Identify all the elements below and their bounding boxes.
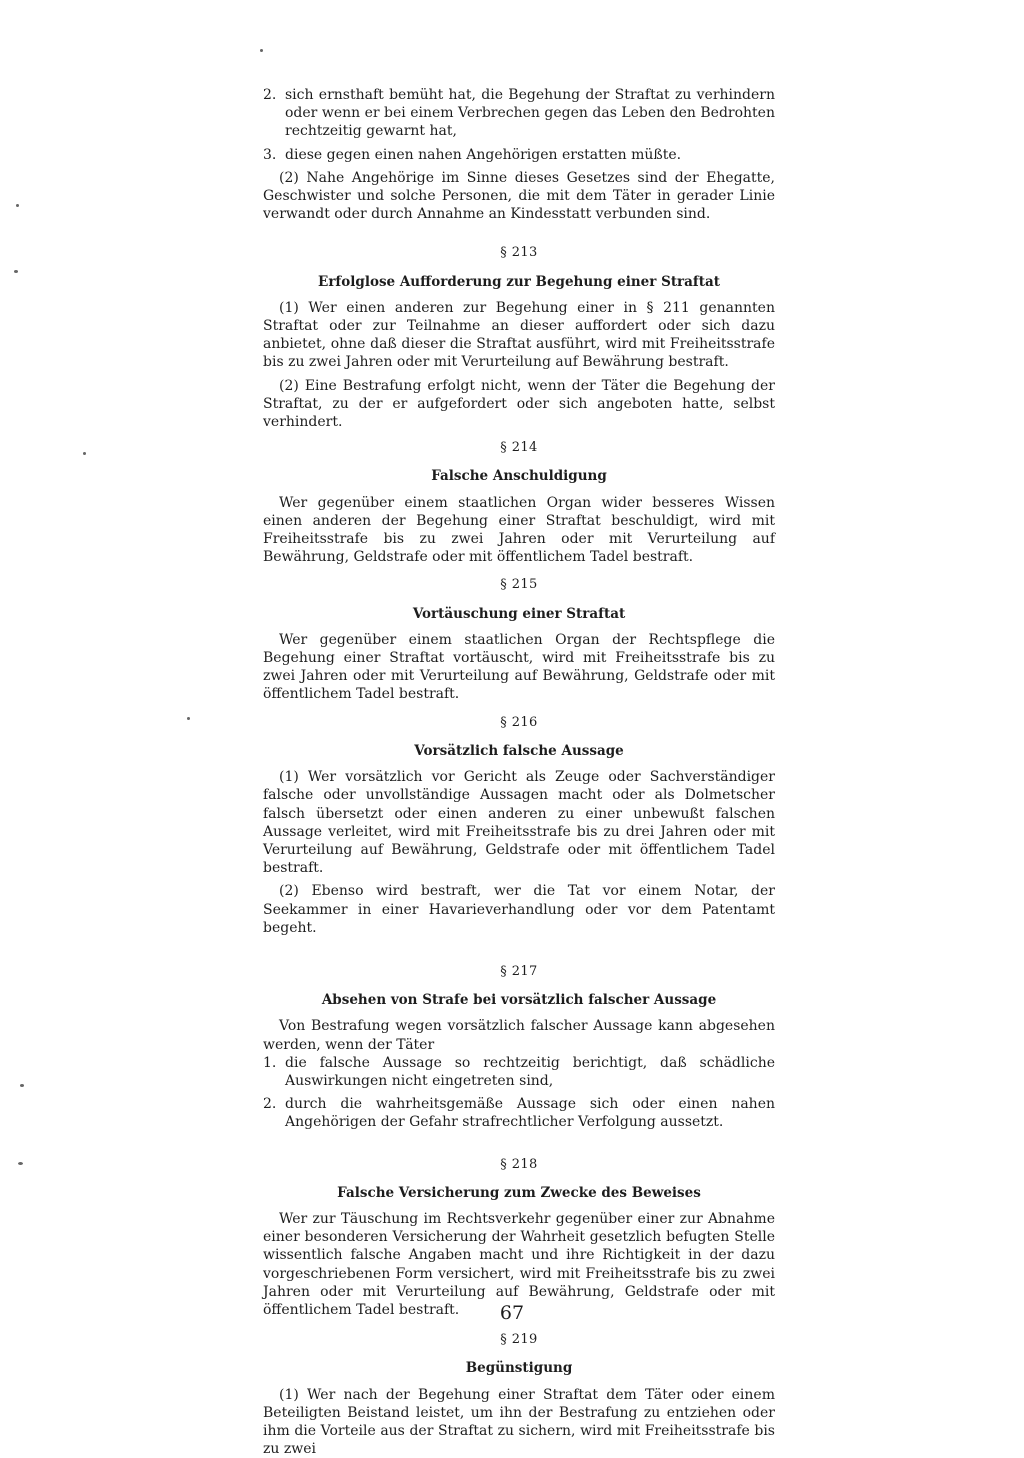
paragraph: (1) Wer nach der Begehung einer Straftat dem Täter oder einem Beteiligten Beistand leistet, um ihn der Bestrafung zu entziehen oder ihm die Vorteile aus der Straftat zu sichern, wird mit Freiheitsstrafe bis zu zwei	[263, 1386, 775, 1458]
list-item	[263, 1095, 775, 1131]
section-number: § 217	[500, 963, 538, 979]
paragraph: (2) Eine Bestrafung erfolgt nicht, wenn der Täter die Begehung der Straftat, zu der er aufgefordert oder sich angeboten hatte, selbst verhindert.	[263, 377, 775, 431]
scan-speck	[83, 452, 86, 455]
paragraph: (2) Ebenso wird bestraft, wer die Tat vor einem Notar, der Seekammer in einer Havarieverhandlung oder vor dem Patentamt begeht.	[263, 883, 775, 936]
scan-speck	[20, 1084, 24, 1087]
paragraph: Von Bestrafung wegen vorsätzlich falscher Aussage kann abgesehen werden, wenn der Täter	[263, 1018, 775, 1053]
text-column	[263, 86, 775, 1458]
list-item-number: 3.	[263, 146, 277, 163]
list-item-text: sich ernsthaft bemüht hat, die Begehung der Straftat zu verhindern oder wenn er bei einem Verbrechen gegen das Leben den Bedrohten rechtzeitig gewarnt hat,	[285, 87, 775, 140]
paragraph: Wer zur Täuschung im Rechtsverkehr gegenüber einer zur Abnahme einer besonderen Versicherung der Wahrheit gesetzlich befugten Stelle wissentlich falsche Angaben macht und ihre Richtigkeit in der dazu vorgeschriebenen Form versichert, wird mit Freiheitsstrafe bis zu zwei Jahren oder mit Verurteilung auf Bewährung, Geldstrafe oder mit öffentlichem Tadel bestraft.	[263, 1210, 775, 1318]
list-item-number: 2.	[263, 1096, 277, 1113]
section-number: § 219	[500, 1332, 538, 1348]
section-title: Begünstigung	[465, 1360, 573, 1377]
section-title: Absehen von Strafe bei vorsätzlich falscher Aussage	[321, 992, 717, 1009]
list-item	[263, 146, 775, 164]
list-item-text: diese gegen einen nahen Angehörigen erstatten müßte.	[285, 146, 682, 163]
scan-speck	[18, 1162, 23, 1165]
scan-speck	[14, 270, 18, 273]
section-title: Vortäuschung einer Straftat	[412, 605, 626, 622]
section-number: § 216	[500, 714, 538, 730]
paragraph: (1) Wer einen anderen zur Begehung einer in § 211 genannten Straftat oder zur Teilnahme an dieser auffordert oder sich dazu anbietet, ohne daß dieser die Straftat ausführt, wird mit Freiheitsstrafe bis zu zwei Jahren oder mit Verurteilung auf Bewährung bestraft.	[263, 299, 775, 371]
list-item	[263, 1054, 775, 1090]
section-title: Falsche Versicherung zum Zwecke des Beweises	[337, 1184, 701, 1201]
list-item-text: durch die wahrheitsgemäße Aussage sich oder einen nahen Angehörigen der Gefahr strafrechtlicher Verfolgung aussetzt.	[285, 1096, 775, 1131]
paragraph: Wer gegenüber einem staatlichen Organ der Rechtspflege die Begehung einer Straftat vortäuscht, wird mit Freiheitsstrafe bis zu zwei Jahren oder mit Verurteilung auf Bewährung, Geldstrafe oder mit öffentlichem Tadel bestraft.	[263, 631, 775, 703]
section-number: § 215	[500, 577, 538, 593]
section-title: Erfolglose Aufforderung zur Begehung einer Straftat	[318, 273, 720, 290]
paragraph: Wer gegenüber einem staatlichen Organ wider besseres Wissen einen anderen der Begehung einer Straftat beschuldigt, wird mit Freiheitsstrafe bis zu zwei Jahren oder mit Verurteilung auf Bewährung, Geldstrafe oder mit öffentlichem Tadel bestraft.	[263, 494, 775, 566]
section-number: § 214	[500, 440, 538, 456]
section-number: § 218	[500, 1156, 538, 1172]
list-item	[263, 86, 775, 141]
paragraph: (1) Wer vorsätzlich vor Gericht als Zeuge oder Sachverständiger falsche oder unvollständige Aussagen macht oder als Dolmetscher falsch übersetzt oder einen anderen zu einer unbewußt falschen Aussage verleitet, wird mit Freiheitsstrafe bis zu drei Jahren oder mit Verurteilung auf Bewährung, Geldstrafe oder mit öffentlichem Tadel bestraft.	[263, 769, 775, 877]
section-title: Vorsätzlich falsche Aussage	[414, 742, 624, 759]
scan-speck	[187, 717, 190, 720]
page-number: 67	[499, 1302, 525, 1324]
scan-speck	[260, 49, 263, 52]
section-number: § 213	[500, 245, 538, 261]
paragraph: (2) Nahe Angehörige im Sinne dieses Gesetzes sind der Ehegatte, Geschwister und solche Personen, die mit dem Täter in gerader Linie verwandt oder durch Annahme an Kindesstatt verbunden sind.	[263, 169, 775, 223]
scan-speck	[16, 204, 19, 207]
list-item-number: 1.	[263, 1054, 277, 1071]
section-title: Falsche Anschuldigung	[431, 468, 607, 485]
list-item-number: 2.	[263, 87, 277, 103]
list-item-text: die falsche Aussage so rechtzeitig berichtigt, daß schädliche Auswirkungen nicht eingetreten sind,	[285, 1054, 775, 1089]
